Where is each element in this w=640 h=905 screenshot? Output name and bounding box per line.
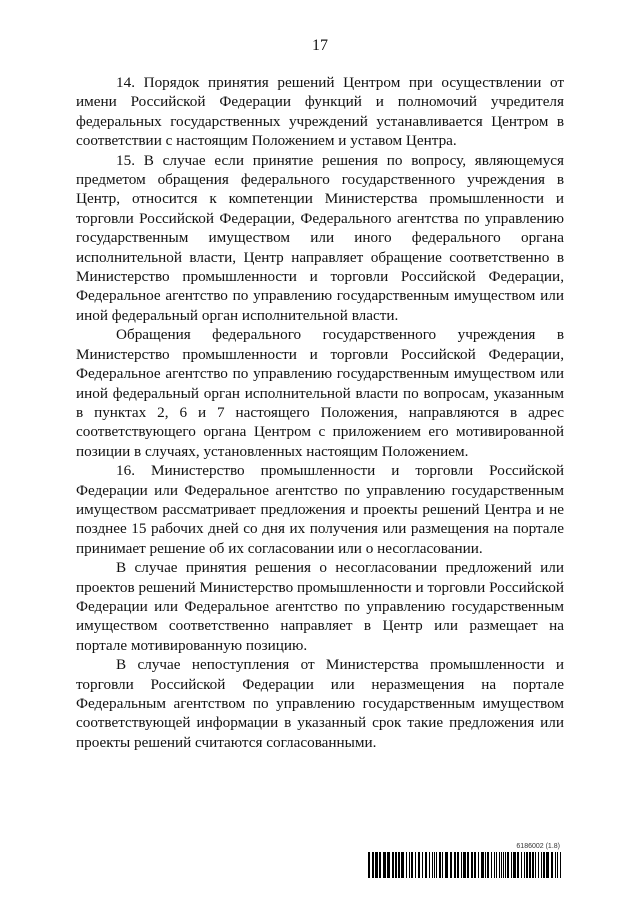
barcode-icon (368, 852, 564, 878)
document-code: 6186002 (1.8) (516, 843, 560, 850)
paragraph-16-refusal: В случае принятия решения о несогласовании предложений или проектов решений Министерство промышленности и торговли Российской Федерации или Федеральное агентство по управлению государственным имуществом соответственно направляет в Центр или размещает на портале мотивированную позицию. (76, 559, 564, 654)
page-number: 17 (312, 37, 328, 54)
paragraph-16-non-receipt: В случае непоступления от Министерства промышленности и торговли Российской Федерации или неразмещения на портале Федеральным агентством по управлению государственным имуществом соответствующей информации в указанный срок такие предложения или проекты решений считаются согласованными. (76, 656, 564, 751)
paragraph-15: 15. В случае если принятие решения по вопросу, являющемуся предметом обращения федерального государственного учреждения в Центр, относится к компетенции Министерства промышленности и торговли Российской Федерации, Федерального агентства по управлению государственным имуществом или иного федерального органа исполнительной власти, Центр направляет обращение соответственно в Министерство промышленности и торговли Российской Федерации, Федеральное агентство по управлению государственным имуществом или иной федеральный орган исполнительной власти. (76, 151, 564, 324)
paragraph-14: 14. Порядок принятия решений Центром при осуществлении от имени Российской Федерации функций и полномочий учредителя федеральных государственных учреждений устанавливается Центром в соответствии с настоящим Положением и уставом Центра. (76, 74, 564, 150)
paragraph-15-appeals: Обращения федерального государственного учреждения в Министерство промышленности и торговли Российской Федерации, Федеральное агентство по управлению государственным имуществом или иной федеральный орган исполнительной власти по вопросам, указанным в пунктах 2, 6 и 7 настоящего Положения, направляются в адрес соответствующего органа Центром с приложением его мотивированной позиции в случаях, установленных настоящим Положением. (76, 326, 564, 460)
paragraph-16: 16. Министерство промышленности и торговли Российской Федерации или Федеральное агентство по управлению государственным имуществом рассматривает предложения и проекты решений Центра и не позднее 15 рабочих дней со дня их получения или размещения на портале принимает решение об их согласовании или о несогласовании. (76, 462, 564, 557)
document-body (76, 73, 564, 752)
